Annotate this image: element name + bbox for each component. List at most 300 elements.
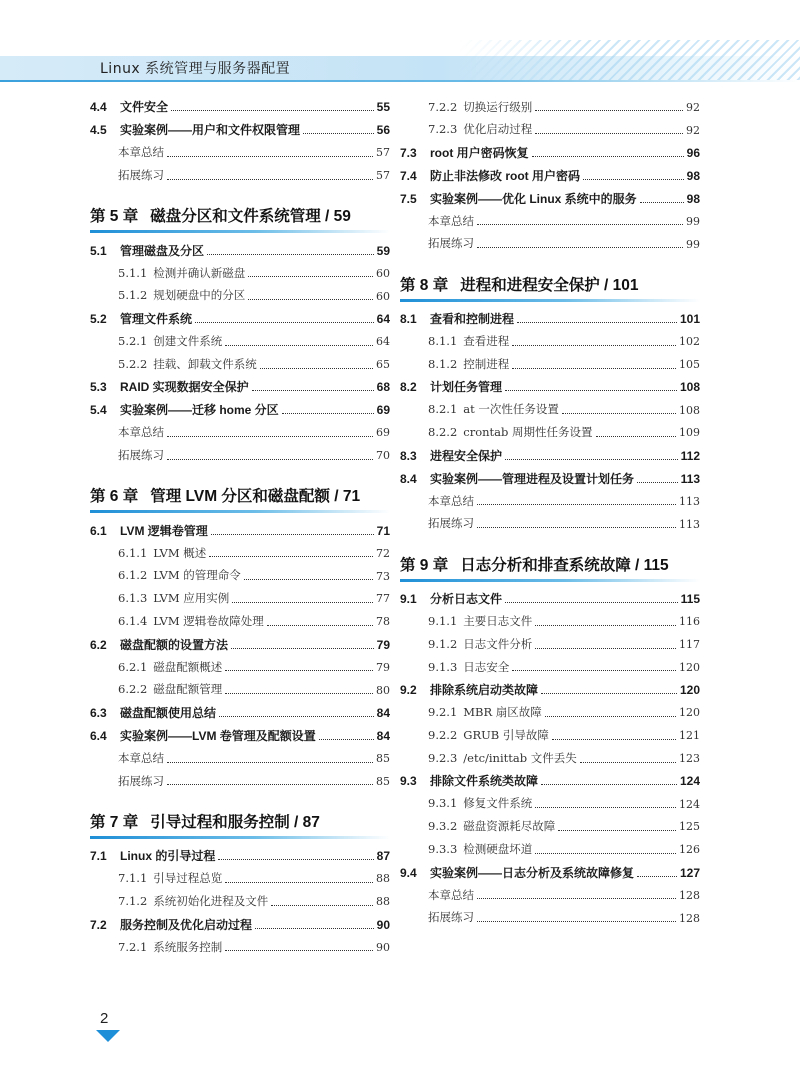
entry-title: 磁盘配额的设置方法 xyxy=(120,637,229,652)
toc-subsection-entry xyxy=(90,679,390,702)
toc-column-right xyxy=(400,96,700,930)
entry-number: 5.2.2 xyxy=(118,356,148,371)
dot-leader xyxy=(640,201,684,203)
entry-title: crontab 周期性任务设置 xyxy=(463,425,593,440)
dot-leader xyxy=(477,246,683,248)
toc-section-entry xyxy=(400,308,700,331)
toc-subsection-entry xyxy=(400,747,700,770)
toc-section-entry xyxy=(90,239,390,262)
chapter-number: 第 5 章 xyxy=(90,208,139,226)
entry-title: 查看进程 xyxy=(463,334,510,349)
dot-leader xyxy=(477,897,676,899)
dot-leader xyxy=(541,692,677,694)
chapter-number: 第 8 章 xyxy=(400,276,449,294)
toc-summary-entry xyxy=(400,233,700,256)
entry-number: 8.1.2 xyxy=(428,356,458,371)
entry-page: 113 xyxy=(679,517,700,531)
dot-leader xyxy=(303,132,374,134)
dot-leader xyxy=(535,647,676,649)
toc-subsection-entry xyxy=(90,588,390,611)
entry-number: 9.1.2 xyxy=(428,636,458,651)
entry-title: 实验案例——管理进程及设置计划任务 xyxy=(430,471,635,486)
toc-section-entry xyxy=(90,399,390,422)
entry-page: 98 xyxy=(686,168,700,183)
dot-leader xyxy=(535,852,676,854)
entry-page: 69 xyxy=(376,426,390,440)
dot-leader xyxy=(477,503,676,505)
entry-title: 计划任务管理 xyxy=(430,380,503,395)
entry-number: 7.2 xyxy=(90,917,107,932)
entry-number: 6.1.1 xyxy=(118,545,148,560)
toc-summary-entry xyxy=(400,210,700,233)
entry-title: 本章总结 xyxy=(118,750,164,765)
entry-page: 55 xyxy=(376,100,390,115)
entry-page: 101 xyxy=(679,311,700,326)
toc-summary-entry xyxy=(90,142,390,165)
entry-page: 102 xyxy=(679,335,700,349)
entry-page: 108 xyxy=(679,380,700,395)
entry-title: 防止非法修改 root 用户密码 xyxy=(430,168,580,183)
entry-page: 113 xyxy=(680,471,700,486)
entry-title: 实验案例——优化 Linux 系统中的服务 xyxy=(430,191,637,206)
entry-page: 56 xyxy=(376,123,390,138)
entry-title: 进程安全保护 xyxy=(430,448,503,463)
dot-leader xyxy=(232,601,373,603)
header-rule xyxy=(0,80,800,82)
entry-title: LVM 应用实例 xyxy=(153,591,230,606)
entry-page: 109 xyxy=(679,426,700,440)
entry-title: 磁盘配额概述 xyxy=(153,659,223,674)
entry-page: 99 xyxy=(686,237,700,251)
toc-subsection-entry xyxy=(400,353,700,376)
entry-number: 5.2 xyxy=(90,311,107,326)
toc-section-entry xyxy=(90,702,390,725)
toc-subsection-entry xyxy=(90,610,390,633)
toc-subsection-entry xyxy=(90,565,390,588)
toc-subsection-entry xyxy=(90,353,390,376)
dot-leader xyxy=(319,738,374,740)
toc-subsection-entry xyxy=(90,330,390,353)
entry-page: 126 xyxy=(679,843,700,857)
entry-title: 磁盘资源耗尽故障 xyxy=(463,819,556,834)
entry-title: 实验案例——用户和文件权限管理 xyxy=(120,123,301,138)
toc-subsection-entry xyxy=(400,793,700,816)
dot-leader xyxy=(271,904,373,906)
entry-title: 检测硬盘坏道 xyxy=(463,841,533,856)
dot-leader xyxy=(562,412,676,414)
entry-page: 70 xyxy=(376,449,390,463)
dot-leader xyxy=(512,344,676,346)
entry-number: 9.3 xyxy=(400,774,417,789)
dot-leader xyxy=(282,412,374,414)
entry-number: 9.2 xyxy=(400,683,417,698)
dot-leader xyxy=(477,920,676,922)
dot-leader xyxy=(583,178,684,180)
toc-subsection-entry xyxy=(90,285,390,308)
entry-title: 管理文件系统 xyxy=(120,311,193,326)
dot-leader xyxy=(167,178,373,180)
toc-subsection-entry xyxy=(90,262,390,285)
entry-number: 6.2.2 xyxy=(118,682,148,697)
entry-title: 拓展练习 xyxy=(428,236,474,251)
entry-number: 9.3.1 xyxy=(428,796,458,811)
entry-page: 108 xyxy=(679,403,700,417)
dot-leader xyxy=(219,715,374,717)
entry-title: 拓展练习 xyxy=(118,448,164,462)
toc-subsection-entry xyxy=(400,724,700,747)
entry-title: 本章总结 xyxy=(118,425,164,440)
toc-summary-entry xyxy=(400,490,700,513)
dot-leader xyxy=(558,829,676,831)
dot-leader xyxy=(512,669,676,671)
entry-page: 124 xyxy=(679,797,700,811)
entry-number: 6.1.2 xyxy=(118,568,148,583)
entry-title: 实验案例——LVM 卷管理及配额设置 xyxy=(120,728,316,743)
toc-subsection-entry xyxy=(400,633,700,656)
dot-leader xyxy=(167,435,373,437)
dot-leader xyxy=(252,389,374,391)
entry-number: 9.3.2 xyxy=(428,819,458,834)
entry-title: 主要日志文件 xyxy=(463,613,533,628)
entry-title: 拓展练习 xyxy=(118,168,164,183)
toc-summary-entry xyxy=(400,513,700,536)
dot-leader xyxy=(535,624,676,626)
entry-number: 8.2.2 xyxy=(428,425,458,440)
entry-number: 7.1.1 xyxy=(118,871,148,886)
entry-number: 6.4 xyxy=(90,728,107,743)
entry-page: 90 xyxy=(376,917,390,932)
toc-subsection-entry xyxy=(400,816,700,839)
entry-number: 6.3 xyxy=(90,705,107,720)
entry-number: 5.1.1 xyxy=(118,265,148,280)
entry-page: 79 xyxy=(376,637,390,652)
entry-page: 92 xyxy=(686,100,700,114)
toc-summary-entry xyxy=(90,444,390,467)
entry-page: 124 xyxy=(679,774,700,789)
entry-page: 125 xyxy=(679,820,700,834)
entry-title: RAID 实现数据安全保护 xyxy=(120,380,249,395)
entry-number: 6.1.3 xyxy=(118,591,148,606)
toc-subsection-entry xyxy=(400,702,700,725)
dot-leader xyxy=(477,526,676,528)
toc-section-entry xyxy=(400,376,700,399)
entry-number: 8.2.1 xyxy=(428,402,458,417)
entry-page: 64 xyxy=(376,311,390,326)
dot-leader xyxy=(505,601,678,603)
entry-title: 规划硬盘中的分区 xyxy=(153,288,246,303)
toc-subsection-entry xyxy=(400,610,700,633)
dot-leader xyxy=(535,109,683,111)
entry-page: 105 xyxy=(679,358,700,372)
entry-number: 4.4 xyxy=(90,100,107,115)
toc-subsection-entry xyxy=(90,542,390,565)
entry-title: 修复文件系统 xyxy=(463,796,533,811)
entry-page: 85 xyxy=(376,752,390,766)
toc-subsection-entry xyxy=(400,399,700,422)
entry-page: 98 xyxy=(686,191,700,206)
dot-leader xyxy=(596,435,676,437)
entry-page: 78 xyxy=(376,615,390,629)
toc-summary-entry xyxy=(90,422,390,445)
dot-leader xyxy=(167,155,373,157)
entry-page: 80 xyxy=(376,683,390,697)
entry-title: 拓展练习 xyxy=(428,910,474,925)
toc-section-entry xyxy=(400,467,700,490)
toc-subsection-entry xyxy=(400,119,700,142)
toc-subsection-entry xyxy=(400,330,700,353)
dot-leader xyxy=(167,783,373,785)
chapter-title: 引导过程和服务控制 / 87 xyxy=(150,813,320,831)
entry-page: 88 xyxy=(376,895,390,909)
toc-subsection-entry xyxy=(400,96,700,119)
toc-section-entry xyxy=(90,845,390,868)
dot-leader xyxy=(541,783,677,785)
toc-section-entry xyxy=(400,187,700,210)
dot-leader xyxy=(477,223,683,225)
dot-leader xyxy=(255,927,374,929)
dot-leader xyxy=(218,858,373,860)
dot-leader xyxy=(535,132,683,134)
toc-summary-entry xyxy=(400,884,700,907)
entry-page: 69 xyxy=(376,403,390,418)
dot-leader xyxy=(211,533,374,535)
entry-page: 123 xyxy=(679,752,700,766)
chapter-heading xyxy=(400,546,700,582)
entry-page: 128 xyxy=(679,911,700,925)
chapter-heading xyxy=(90,197,390,233)
entry-page: 120 xyxy=(679,706,700,720)
dot-leader xyxy=(267,624,373,626)
entry-page: 73 xyxy=(376,569,390,583)
page-marker-icon xyxy=(96,1030,120,1042)
entry-number: 6.1.4 xyxy=(118,613,148,628)
entry-page: 84 xyxy=(376,728,390,743)
entry-page: 87 xyxy=(376,849,390,864)
entry-page: 112 xyxy=(680,448,700,463)
entry-page: 77 xyxy=(376,592,390,606)
toc-section-entry xyxy=(400,770,700,793)
entry-page: 65 xyxy=(376,358,390,372)
entry-title: 文件安全 xyxy=(120,100,169,115)
entry-number: 6.1 xyxy=(90,523,107,538)
entry-title: 检测并确认新磁盘 xyxy=(153,265,246,280)
entry-number: 7.2.2 xyxy=(428,99,458,114)
entry-page: 84 xyxy=(376,705,390,720)
dot-leader xyxy=(637,481,678,483)
entry-number: 6.2.1 xyxy=(118,659,148,674)
dot-leader xyxy=(195,321,374,323)
dot-leader xyxy=(505,458,678,460)
entry-title: LVM 逻辑卷故障处理 xyxy=(153,613,264,628)
entry-number: 5.1 xyxy=(90,243,107,258)
entry-title: 日志安全 xyxy=(463,659,510,674)
entry-page: 116 xyxy=(679,615,700,629)
toc-section-entry xyxy=(90,96,390,119)
entry-title: 拓展练习 xyxy=(118,773,164,788)
entry-number: 7.1 xyxy=(90,849,107,864)
entry-title: 磁盘配额使用总结 xyxy=(120,705,217,720)
dot-leader xyxy=(248,275,373,277)
entry-page: 79 xyxy=(376,660,390,674)
entry-page: 127 xyxy=(679,865,700,880)
entry-title: root 用户密码恢复 xyxy=(430,145,529,160)
dot-leader xyxy=(225,881,373,883)
entry-page: 59 xyxy=(376,243,390,258)
entry-number: 7.4 xyxy=(400,168,417,183)
entry-number: 5.3 xyxy=(90,380,107,395)
toc-subsection-entry xyxy=(90,890,390,913)
dot-leader xyxy=(171,109,374,111)
entry-page: 60 xyxy=(376,266,390,280)
entry-title: at 一次性任务设置 xyxy=(463,402,559,417)
entry-title: 排除文件系统类故障 xyxy=(430,774,539,789)
toc-subsection-entry xyxy=(90,936,390,959)
chapter-number: 第 9 章 xyxy=(400,556,449,574)
toc-subsection-entry xyxy=(400,422,700,445)
toc-section-entry xyxy=(400,444,700,467)
toc-summary-entry xyxy=(90,164,390,187)
toc-section-entry xyxy=(90,913,390,936)
entry-page: 115 xyxy=(680,591,700,606)
entry-title: LVM 的管理命令 xyxy=(153,568,241,583)
entry-number: 9.1.3 xyxy=(428,659,458,674)
entry-number: 4.5 xyxy=(90,123,107,138)
entry-number: 9.2.3 xyxy=(428,750,458,765)
dot-leader xyxy=(552,738,676,740)
dot-leader xyxy=(260,367,373,369)
toc-section-entry xyxy=(400,588,700,611)
dot-leader xyxy=(167,458,373,460)
chapter-heading xyxy=(90,803,390,839)
entry-number: 8.4 xyxy=(400,471,417,486)
toc-subsection-entry xyxy=(90,656,390,679)
entry-page: 68 xyxy=(376,380,390,395)
entry-title: 日志文件分析 xyxy=(463,636,533,651)
chapter-heading xyxy=(400,266,700,302)
entry-number: 8.2 xyxy=(400,380,417,395)
entry-title: 切换运行级别 xyxy=(463,99,533,114)
entry-title: LVM 逻辑卷管理 xyxy=(120,523,208,538)
entry-title: 控制进程 xyxy=(463,356,510,371)
dot-leader xyxy=(637,875,677,877)
page-number: 2 xyxy=(100,1010,109,1027)
entry-title: 引导过程总览 xyxy=(153,871,223,886)
chapter-heading xyxy=(90,477,390,513)
dot-leader xyxy=(231,647,374,649)
entry-title: GRUB 引导故障 xyxy=(463,727,549,742)
entry-number: 7.5 xyxy=(400,191,417,206)
entry-page: 128 xyxy=(679,888,700,902)
entry-title: 本章总结 xyxy=(428,213,474,228)
entry-number: 7.2.3 xyxy=(428,122,458,137)
dot-leader xyxy=(207,253,374,255)
entry-number: 7.2.1 xyxy=(118,939,148,954)
entry-page: 57 xyxy=(376,146,390,160)
entry-page: 88 xyxy=(376,872,390,886)
dot-leader xyxy=(209,555,373,557)
entry-title: 实验案例——日志分析及系统故障修复 xyxy=(430,865,635,880)
dot-leader xyxy=(512,367,676,369)
chapter-title: 日志分析和排查系统故障 / 115 xyxy=(460,556,669,574)
entry-title: 实验案例——迁移 home 分区 xyxy=(120,403,279,418)
toc-section-entry xyxy=(400,861,700,884)
toc-section-entry xyxy=(90,376,390,399)
entry-title: 创建文件系统 xyxy=(153,334,223,349)
entry-number: 8.3 xyxy=(400,448,417,463)
entry-title: 查看和控制进程 xyxy=(430,311,515,326)
toc-section-entry xyxy=(90,519,390,542)
entry-title: 管理磁盘及分区 xyxy=(120,243,205,258)
entry-page: 85 xyxy=(376,774,390,788)
toc-subsection-entry xyxy=(400,838,700,861)
entry-title: 本章总结 xyxy=(118,145,164,160)
dot-leader xyxy=(225,949,373,951)
entry-page: 120 xyxy=(679,660,700,674)
entry-title: 系统服务控制 xyxy=(153,939,223,954)
entry-page: 92 xyxy=(686,123,700,137)
dot-leader xyxy=(580,761,676,763)
toc-section-entry xyxy=(400,142,700,165)
toc-section-entry xyxy=(90,308,390,331)
entry-page: 64 xyxy=(376,335,390,349)
chapter-title: 进程和进程安全保护 / 101 xyxy=(460,276,639,294)
entry-number: 9.4 xyxy=(400,865,417,880)
toc-column-left xyxy=(90,96,390,959)
toc-section-entry xyxy=(400,679,700,702)
entry-number: 8.1 xyxy=(400,311,417,326)
dot-leader xyxy=(167,761,373,763)
entry-title: 挂载、卸载文件系统 xyxy=(153,356,257,371)
entry-title: 磁盘配额管理 xyxy=(153,682,223,697)
entry-number: 9.3.3 xyxy=(428,841,458,856)
toc-summary-entry xyxy=(90,770,390,793)
entry-number: 7.3 xyxy=(400,145,417,160)
entry-page: 71 xyxy=(376,523,390,538)
toc-summary-entry xyxy=(400,907,700,930)
entry-number: 5.1.2 xyxy=(118,288,148,303)
entry-title: /etc/inittab 文件丢失 xyxy=(463,750,577,765)
toc-subsection-entry xyxy=(90,868,390,891)
dot-leader xyxy=(225,669,373,671)
entry-number: 9.1.1 xyxy=(428,613,458,628)
entry-title: LVM 概述 xyxy=(153,545,207,560)
entry-page: 113 xyxy=(679,494,700,508)
entry-number: 5.4 xyxy=(90,403,107,418)
entry-page: 90 xyxy=(376,940,390,954)
entry-number: 8.1.1 xyxy=(428,334,458,349)
header-decoration xyxy=(460,40,800,80)
chapter-title: 磁盘分区和文件系统管理 / 59 xyxy=(150,208,351,226)
toc-subsection-entry xyxy=(400,656,700,679)
entry-page: 96 xyxy=(686,145,700,160)
entry-number: 6.2 xyxy=(90,637,107,652)
entry-title: 分析日志文件 xyxy=(430,591,503,606)
entry-title: 优化启动过程 xyxy=(463,122,533,137)
entry-number: 7.1.2 xyxy=(118,893,148,908)
chapter-number: 第 7 章 xyxy=(90,813,139,831)
entry-page: 120 xyxy=(679,683,700,698)
book-title: Linux 系统管理与服务器配置 xyxy=(100,61,291,77)
entry-title: 拓展练习 xyxy=(428,516,474,531)
entry-page: 72 xyxy=(376,546,390,560)
dot-leader xyxy=(545,715,676,717)
toc-section-entry xyxy=(400,164,700,187)
chapter-number: 第 6 章 xyxy=(90,488,139,506)
entry-title: MBR 扇区故障 xyxy=(463,705,542,720)
dot-leader xyxy=(244,578,373,580)
entry-page: 99 xyxy=(686,214,700,228)
toc-section-entry xyxy=(90,724,390,747)
